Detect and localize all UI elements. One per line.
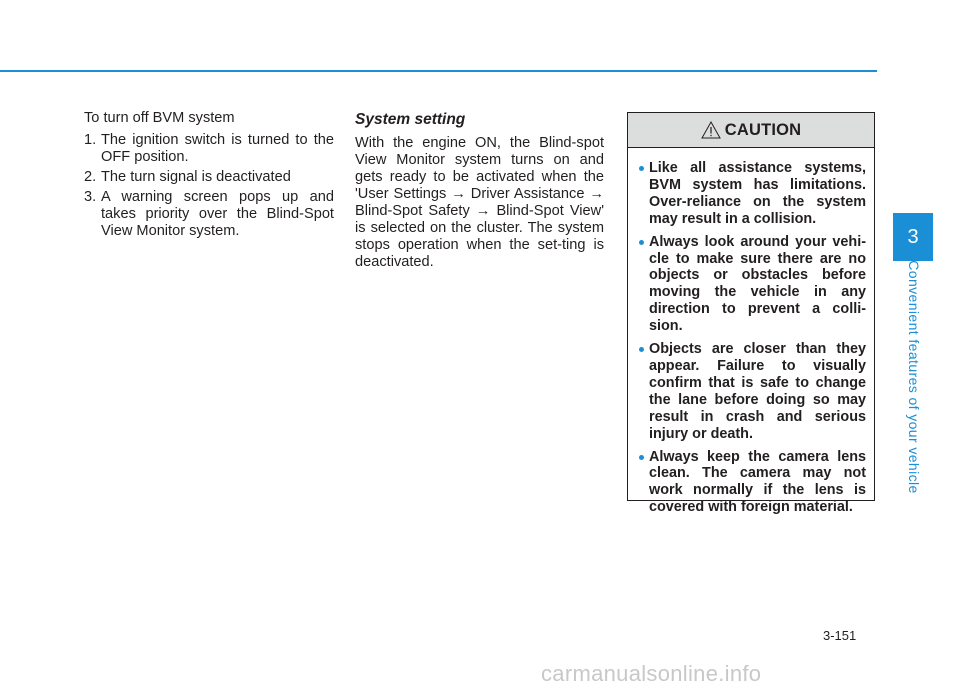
step-number: 2. (84, 169, 97, 185)
step-item (84, 132, 334, 166)
caution-item (640, 160, 866, 228)
turn-off-section (84, 110, 334, 243)
step-text: The turn signal is deactivated (101, 169, 291, 185)
caution-title: CAUTION (724, 120, 802, 139)
caution-item-text: Always look around your vehi-cle to make sure there are no objects or obstacles before moving the vehicle in any direction to prevent a colli-sion. (649, 233, 866, 335)
page-number: 3-151 (823, 628, 857, 643)
caution-item-text: Always keep the camera lens clean. The camera may not work normally if the lens is covered with foreign material. (649, 448, 866, 516)
caution-box (627, 112, 875, 516)
step-item (84, 169, 334, 186)
caution-item (640, 234, 866, 335)
caution-item (640, 341, 866, 442)
system-setting-heading: System setting (355, 111, 466, 128)
step-text: The ignition switch is turned to the OFF position. (101, 132, 334, 165)
chapter-title: Convenient features of your vehicle (906, 260, 922, 494)
turn-off-intro: To turn off BVM system (84, 110, 235, 126)
step-item (84, 189, 334, 240)
chapter-number-tab: 3 (893, 213, 933, 261)
caution-header (628, 113, 874, 148)
step-number: 3. (84, 189, 97, 205)
caution-list (628, 148, 874, 516)
step-text: A warning screen pops up and takes priority over the Blind-Spot View Monitor system. (101, 189, 334, 239)
watermark: carmanualsonline.info (541, 661, 762, 686)
system-setting-section (355, 110, 604, 271)
turn-off-steps (84, 132, 334, 240)
system-setting-body: With the engine ON, the Blind-spot View Monitor system turns on and gets ready to be activated when the 'User Settings → Driver Assistance → Blind-Spot Safety → Blind-Spot View' is selected on the cluster. The system stops operation when the set-ting is deactivated. (355, 135, 604, 270)
bullet-dot-icon (639, 240, 644, 245)
warning-triangle-icon (701, 120, 721, 140)
bullet-dot-icon (639, 455, 644, 460)
caution-item-text: Objects are closer than they appear. Failure to visually confirm that is safe to change the lane before doing so may result in crash and serious injury or death. (649, 341, 866, 442)
top-divider (0, 70, 877, 72)
bullet-dot-icon (639, 166, 644, 171)
caution-item-text: Like all assistance systems, BVM system has limitations. Over-reliance on the system may result in a collision. (649, 160, 866, 227)
bullet-dot-icon (639, 347, 644, 352)
step-number: 1. (84, 132, 97, 148)
caution-item (640, 449, 866, 517)
